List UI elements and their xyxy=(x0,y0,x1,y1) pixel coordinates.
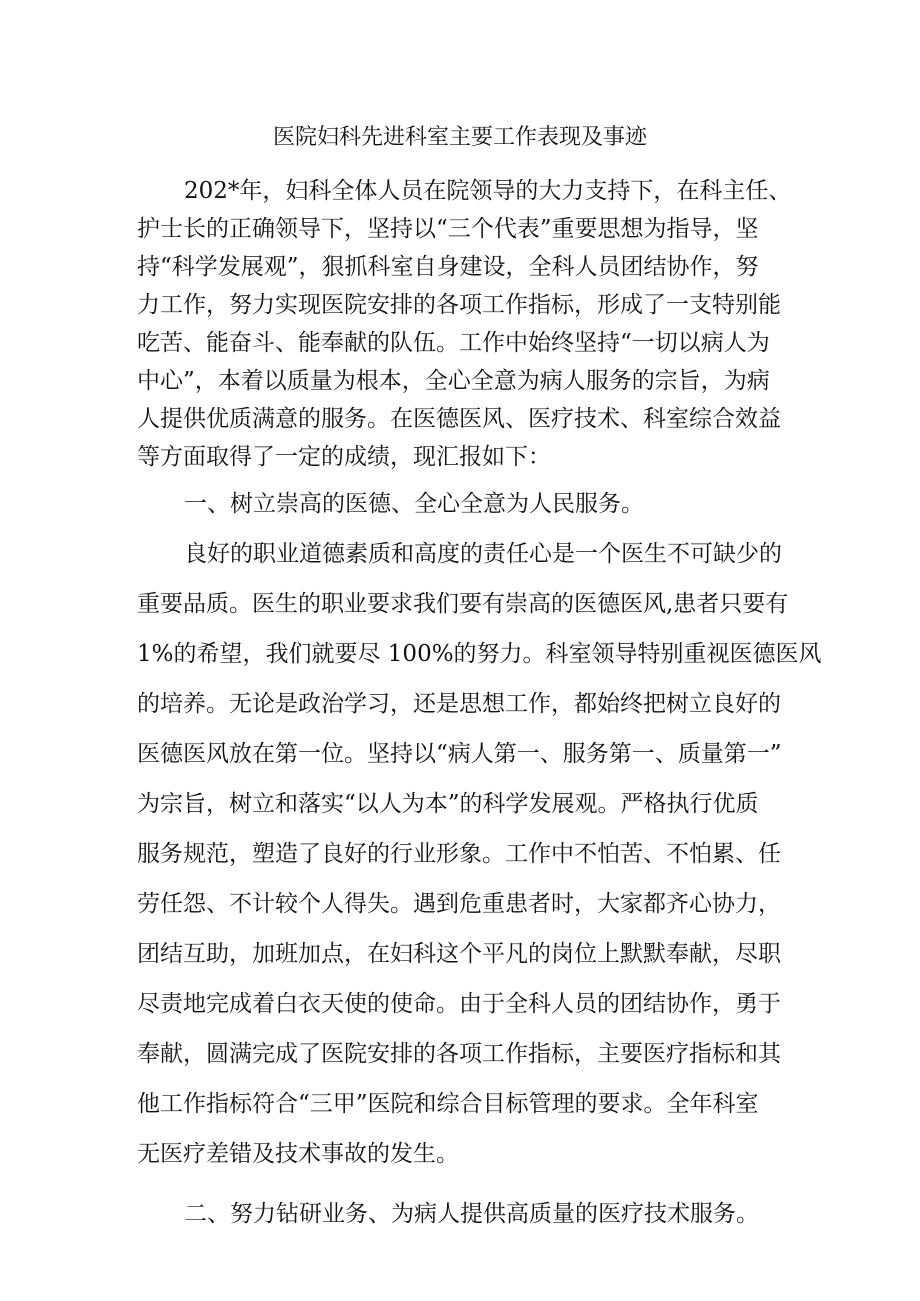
intro-line-4: 力工作，努力实现医院安排的各项工作指标，形成了一支特别能 xyxy=(137,292,781,318)
section-1-line-11: 奉献，圆满完成了医院安排的各项工作指标，主要医疗指标和其 xyxy=(137,1041,781,1067)
section-1-line-3: 1%的希望，我们就要尽 100%的努力。科室领导特别重视医德医风 xyxy=(137,641,822,667)
section-1-line-8: 劳任怨、不计较个人得失。遇到危重患者时，大家都齐心协力， xyxy=(137,891,781,917)
section-1-line-13: 无医疗差错及技术事故的发生。 xyxy=(137,1141,459,1167)
section-1-line-7: 服务规范，塑造了良好的行业形象。工作中不怕苦、不怕累、任 xyxy=(137,841,781,867)
section-1-line-4: 的培养。无论是政治学习，还是思想工作，都始终把树立良好的 xyxy=(137,691,781,717)
section-1-heading: 一、树立崇高的医德、全心全意为人民服务。 xyxy=(184,491,644,517)
intro-line-1: 202*年，妇科全体人员在院领导的大力支持下，在科主任、 xyxy=(184,178,792,204)
section-1-line-12: 他工作指标符合“三甲”医院和综合目标管理的要求。全年科室 xyxy=(137,1091,759,1117)
intro-line-8: 等方面取得了一定的成绩，现汇报如下： xyxy=(137,444,551,470)
intro-line-2: 护士长的正确领导下，坚持以“三个代表”重要思想为指导，坚 xyxy=(137,216,759,242)
section-1-line-2: 重要品质。医生的职业要求我们要有崇高的医德医风,患者只要有 xyxy=(137,591,789,617)
section-2-heading: 二、努力钻研业务、为病人提供高质量的医疗技术服务。 xyxy=(184,1201,759,1227)
intro-line-3: 持“科学发展观”，狠抓科室自身建设，全科人员团结协作，努 xyxy=(137,254,759,280)
section-1-line-6: 为宗旨，树立和落实“以人为本”的科学发展观。严格执行优质 xyxy=(137,791,759,817)
intro-line-7: 人提供优质满意的服务。在医德医风、医疗技术、科室综合效益 xyxy=(137,406,781,432)
intro-line-5: 吃苦、能奋斗、能奉献的队伍。工作中始终坚持“一切以病人为 xyxy=(137,330,770,356)
section-1-line-5: 医德医风放在第一位。坚持以“病人第一、服务第一、质量第一” xyxy=(137,741,782,767)
section-1-line-9: 团结互助，加班加点，在妇科这个平凡的岗位上默默奉献，尽职 xyxy=(137,941,781,967)
section-1-line-1: 良好的职业道德素质和高度的责任心是一个医生不可缺少的 xyxy=(184,541,782,567)
intro-line-6: 中心”，本着以质量为根本，全心全意为病人服务的宗旨，为病 xyxy=(137,368,770,394)
section-1-line-10: 尽责地完成着白衣天使的使命。由于全科人员的团结协作，勇于 xyxy=(137,991,781,1017)
document-title: 医院妇科先进科室主要工作表现及事迹 xyxy=(272,125,647,150)
